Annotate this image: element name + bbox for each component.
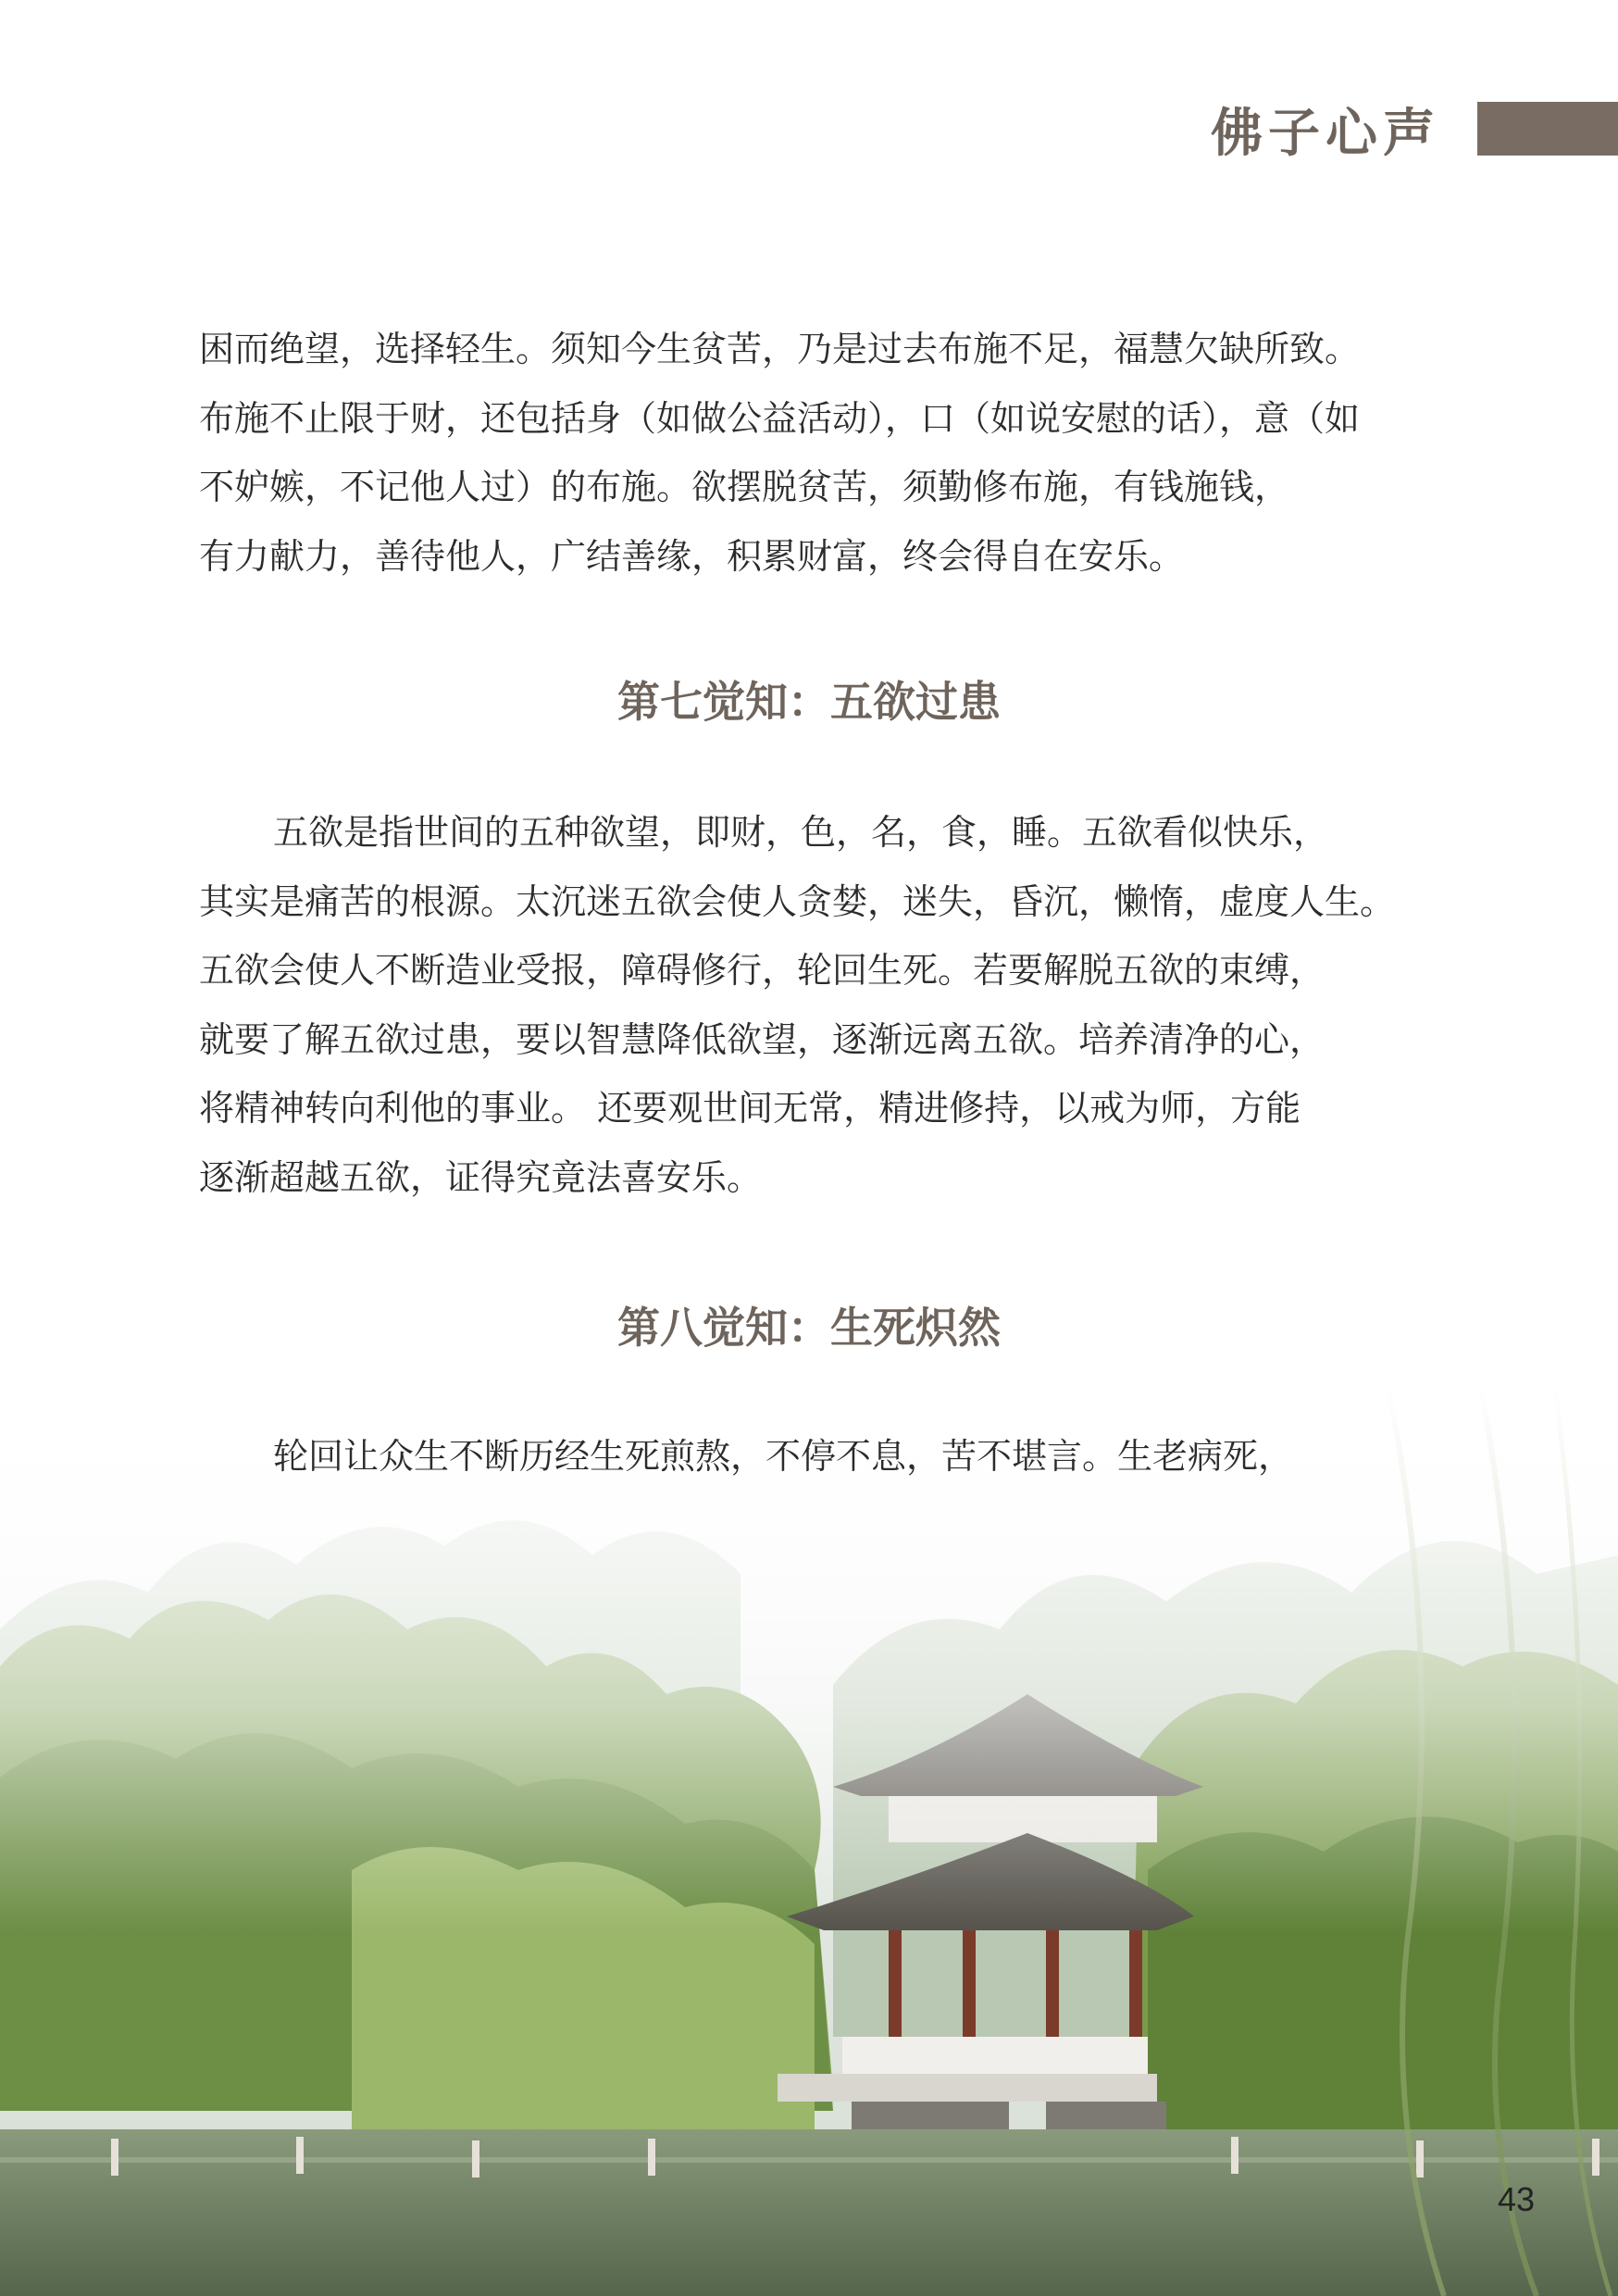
paragraph-seventh xyxy=(199,798,1430,1212)
text-line: 将精神转向利他的事业。 还要观世间无常，精进修持，以戒为师，方能 xyxy=(199,1088,1301,1129)
text-line: 困而绝望，选择轻生。须知今生贫苦，乃是过去布施不足，福慧欠缺所致。 xyxy=(199,329,1361,369)
section-heading-eighth: 第八觉知：生死炽然 xyxy=(617,1303,1001,1353)
header-title: 佛子心声 xyxy=(1211,104,1440,164)
text-line: 布施不止限于财，还包括身（如做公益活动），口（如说安慰的话），意（如 xyxy=(199,397,1361,439)
text-line: 逐渐超越五欲，证得究竟法喜安乐。 xyxy=(199,1156,763,1198)
text-line: 五欲是指世间的五种欲望，即财，色，名，食，睡。五欲看似快乐， xyxy=(273,812,1329,853)
text-line: 不妒嫉，不记他人过）的布施。欲摆脱贫苦，须勤修布施，有钱施钱， xyxy=(199,467,1290,507)
text-line: 就要了解五欲过患，要以智慧降低欲望，逐渐远离五欲。培养清净的心， xyxy=(199,1018,1326,1060)
text-line: 其实是痛苦的根源。太沉迷五欲会使人贪婪，迷失，昏沉，懒惰，虚度人生。 xyxy=(199,880,1396,922)
header-bar xyxy=(1477,102,1618,156)
page-number: 43 xyxy=(1497,2180,1535,2218)
text-line: 五欲会使人不断造业受报，障碍修行，轮回生死。若要解脱五欲的束缚， xyxy=(199,950,1326,991)
paragraph-intro xyxy=(199,315,1430,591)
landscape-illustration xyxy=(0,1389,1618,2296)
paragraph-eighth xyxy=(199,1422,1430,1491)
text-line: 轮回让众生不断历经生死煎熬，不停不息，苦不堪言。生老病死， xyxy=(273,1436,1294,1477)
text-line: 有力献力，善待他人，广结善缘，积累财富，终会得自在安乐。 xyxy=(199,535,1185,577)
section-heading-seventh: 第七觉知：五欲过患 xyxy=(617,677,1001,727)
